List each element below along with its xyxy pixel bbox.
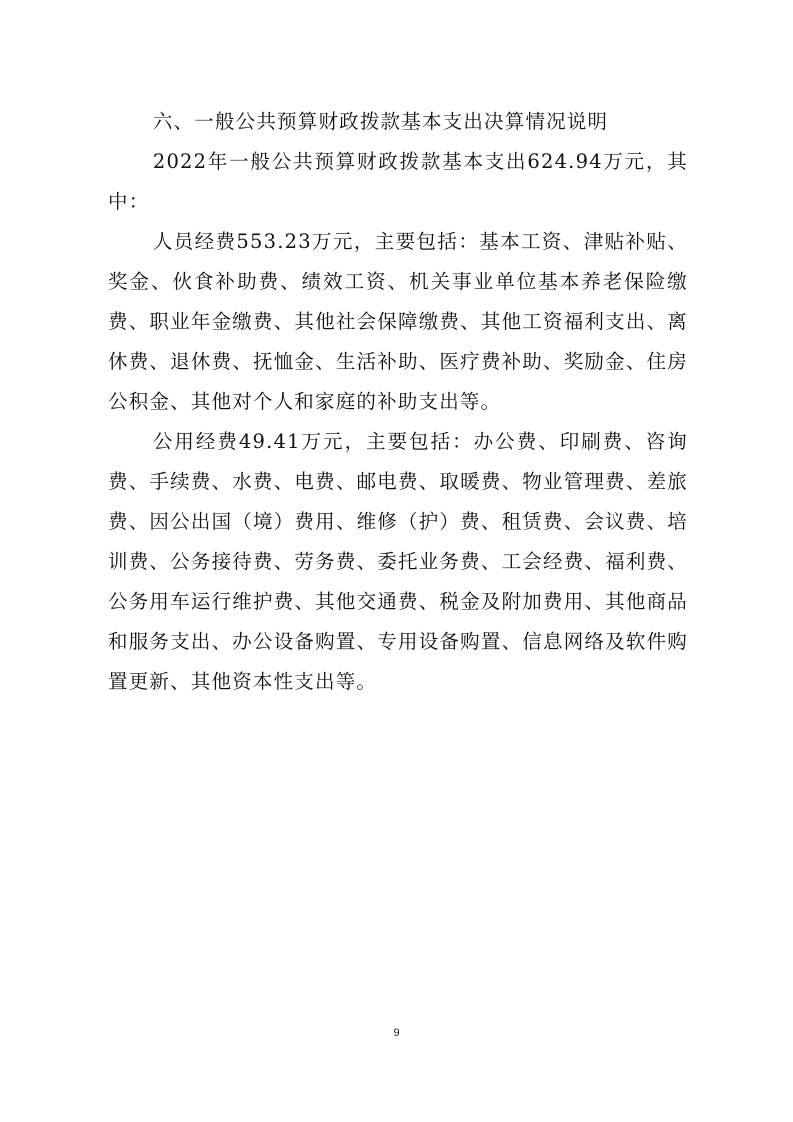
section-heading: 六、一般公共预算财政拨款基本支出决算情况说明 [152,110,609,133]
paragraph-total-expenditure: 2022年一般公共预算财政拨款基本支出624.94万元，其中： [108,150,688,213]
page-number: 9 [393,1027,400,1039]
paragraph-public-expenses: 公用经费49.41万元，主要包括：办公费、印刷费、咨询费、手续费、水费、电费、邮电费、取暖费、物业管理费、差旅费、因公出国（境）费用、维修（护）费、租赁费、会议费、培训费、公务接待费、劳务费、委托业务费、工会经费、福利费、公务用车运行维护费、其他交通费、税金及附加费用、其他商品和服务支出、办公设备购置、专用设备购置、信息网络及软件购置更新、其他资本性支出等。 [108,430,688,693]
document-body [108,102,688,702]
paragraph-personnel-expenses: 人员经费553.23万元，主要包括：基本工资、津贴补贴、奖金、伙食补助费、绩效工资、机关事业单位基本养老保险缴费、职业年金缴费、其他社会保障缴费、其他工资福利支出、离休费、退休费、抚恤金、生活补助、医疗费补助、奖励金、住房公积金、其他对个人和家庭的补助支出等。 [108,230,688,413]
